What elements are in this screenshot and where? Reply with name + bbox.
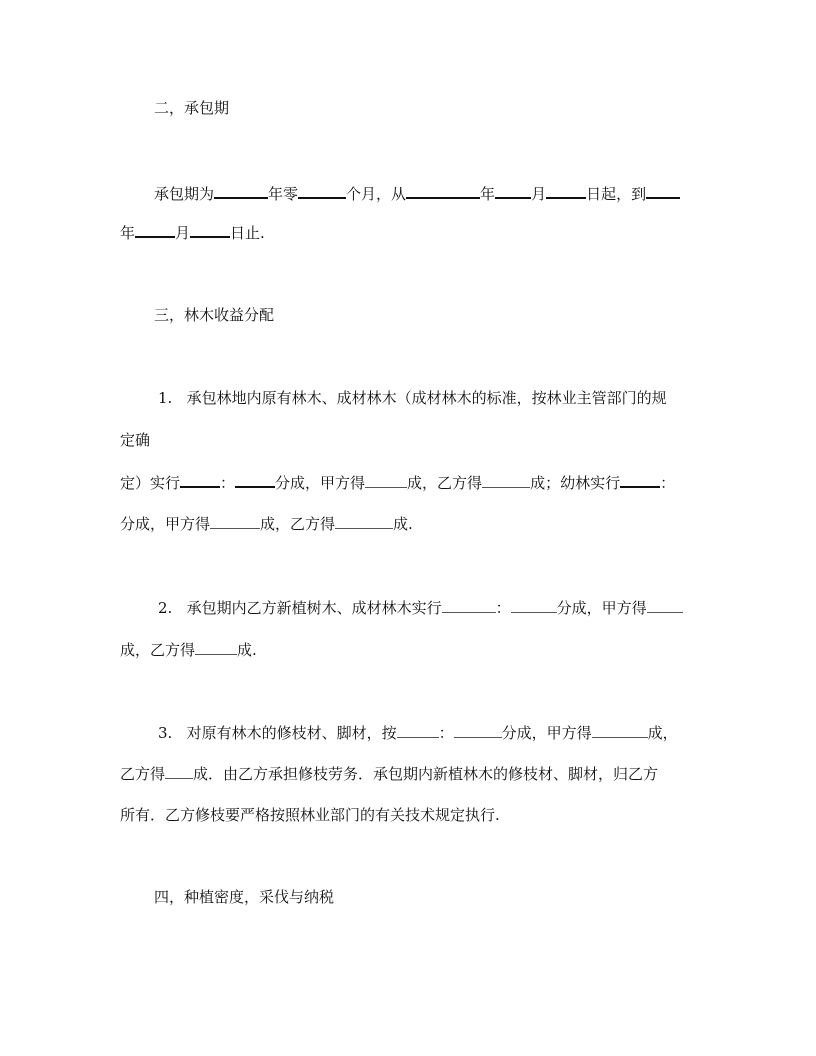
blank-ratio-a[interactable]	[180, 471, 220, 488]
clause-1-line-3	[120, 471, 675, 491]
blank-start-month[interactable]	[495, 182, 531, 199]
blank-months[interactable]	[298, 182, 346, 199]
text: 乙方得	[120, 765, 166, 783]
text: 定）实行	[120, 474, 181, 492]
blank-ratio-b[interactable]	[454, 722, 502, 738]
blank-ratio-b[interactable]	[235, 471, 275, 488]
text: 承包林地内原有林木、成材林木（成材林木的标准，按林业主管部门的规	[186, 389, 667, 407]
text: 月	[531, 185, 547, 203]
text: 成，乙方得	[120, 641, 196, 659]
text: 成，乙方得	[407, 474, 483, 492]
blank-party-a-share-young[interactable]	[210, 513, 260, 529]
clause-3-line-3: 所有．乙方修枝要严格按照林业部门的有关技术规定执行.	[120, 806, 500, 824]
blank-end-day[interactable]	[190, 221, 230, 238]
blank-start-day[interactable]	[546, 182, 586, 199]
blank-end-year[interactable]	[646, 182, 680, 199]
text: 分成，甲方得	[501, 724, 592, 742]
text: ：	[438, 724, 454, 742]
text: 成.	[393, 515, 413, 533]
text: 分成，甲方得	[556, 599, 647, 617]
text: ：	[495, 599, 511, 617]
clause-3-line-1	[158, 722, 678, 742]
blank-years[interactable]	[214, 182, 268, 199]
contract-period-line-2	[120, 221, 265, 241]
text: 年	[120, 224, 136, 242]
section-heading-planting-density: 四，种植密度，采伐与纳税	[154, 888, 335, 906]
blank-party-b-share[interactable]	[482, 472, 530, 488]
text: 日起，到	[586, 185, 647, 203]
blank-party-a-share[interactable]	[365, 472, 407, 488]
blank-party-b-share[interactable]	[195, 639, 237, 655]
text: 日止.	[230, 224, 265, 242]
blank-end-month[interactable]	[135, 221, 175, 238]
text: ：	[220, 474, 236, 492]
clause-1-line-1	[158, 388, 667, 408]
clause-3-line-2	[120, 763, 658, 783]
blank-party-a-share[interactable]	[647, 597, 683, 613]
text: 对原有林木的修枝材、脚材，按	[186, 724, 397, 742]
clause-1-line-2: 定确	[120, 431, 151, 449]
section-heading-income-distribution: 三，林木收益分配	[154, 306, 275, 324]
contract-period-line-1	[154, 182, 680, 202]
clause-1-line-4	[120, 513, 413, 533]
text: 分成，甲方得	[275, 474, 366, 492]
clause-2-line-1	[158, 597, 683, 617]
clause-2-line-2	[120, 639, 257, 659]
text: 承包期为	[154, 185, 215, 203]
clause-number: 2.	[158, 599, 173, 617]
text: 成.	[237, 641, 257, 659]
text: 分成，甲方得	[120, 515, 211, 533]
blank-party-b-share[interactable]	[165, 763, 193, 779]
text: 成．由乙方承担修枝劳务．承包期内新植林木的修枝材、脚材，归乙方	[193, 765, 659, 783]
blank-start-year[interactable]	[406, 182, 480, 199]
text: 成，乙方得	[260, 515, 336, 533]
text: 个月，从	[346, 185, 407, 203]
text: 成，	[647, 724, 678, 742]
text: 年	[480, 185, 496, 203]
clause-number: 1.	[158, 389, 173, 407]
blank-ratio-a[interactable]	[442, 597, 496, 613]
blank-ratio-a[interactable]	[397, 722, 439, 738]
blank-young-forest-ratio[interactable]	[620, 471, 660, 488]
text: 月	[175, 224, 191, 242]
blank-party-a-share[interactable]	[592, 722, 648, 738]
blank-party-b-share-young[interactable]	[335, 513, 393, 529]
text: 成；幼林实行	[530, 474, 621, 492]
text: 承包期内乙方新植树木、成材林木实行	[186, 599, 442, 617]
text: 年零	[268, 185, 299, 203]
clause-number: 3.	[158, 724, 173, 742]
section-heading-contract-period: 二，承包期	[154, 99, 230, 117]
text: ：	[660, 474, 676, 492]
blank-ratio-b[interactable]	[511, 597, 557, 613]
